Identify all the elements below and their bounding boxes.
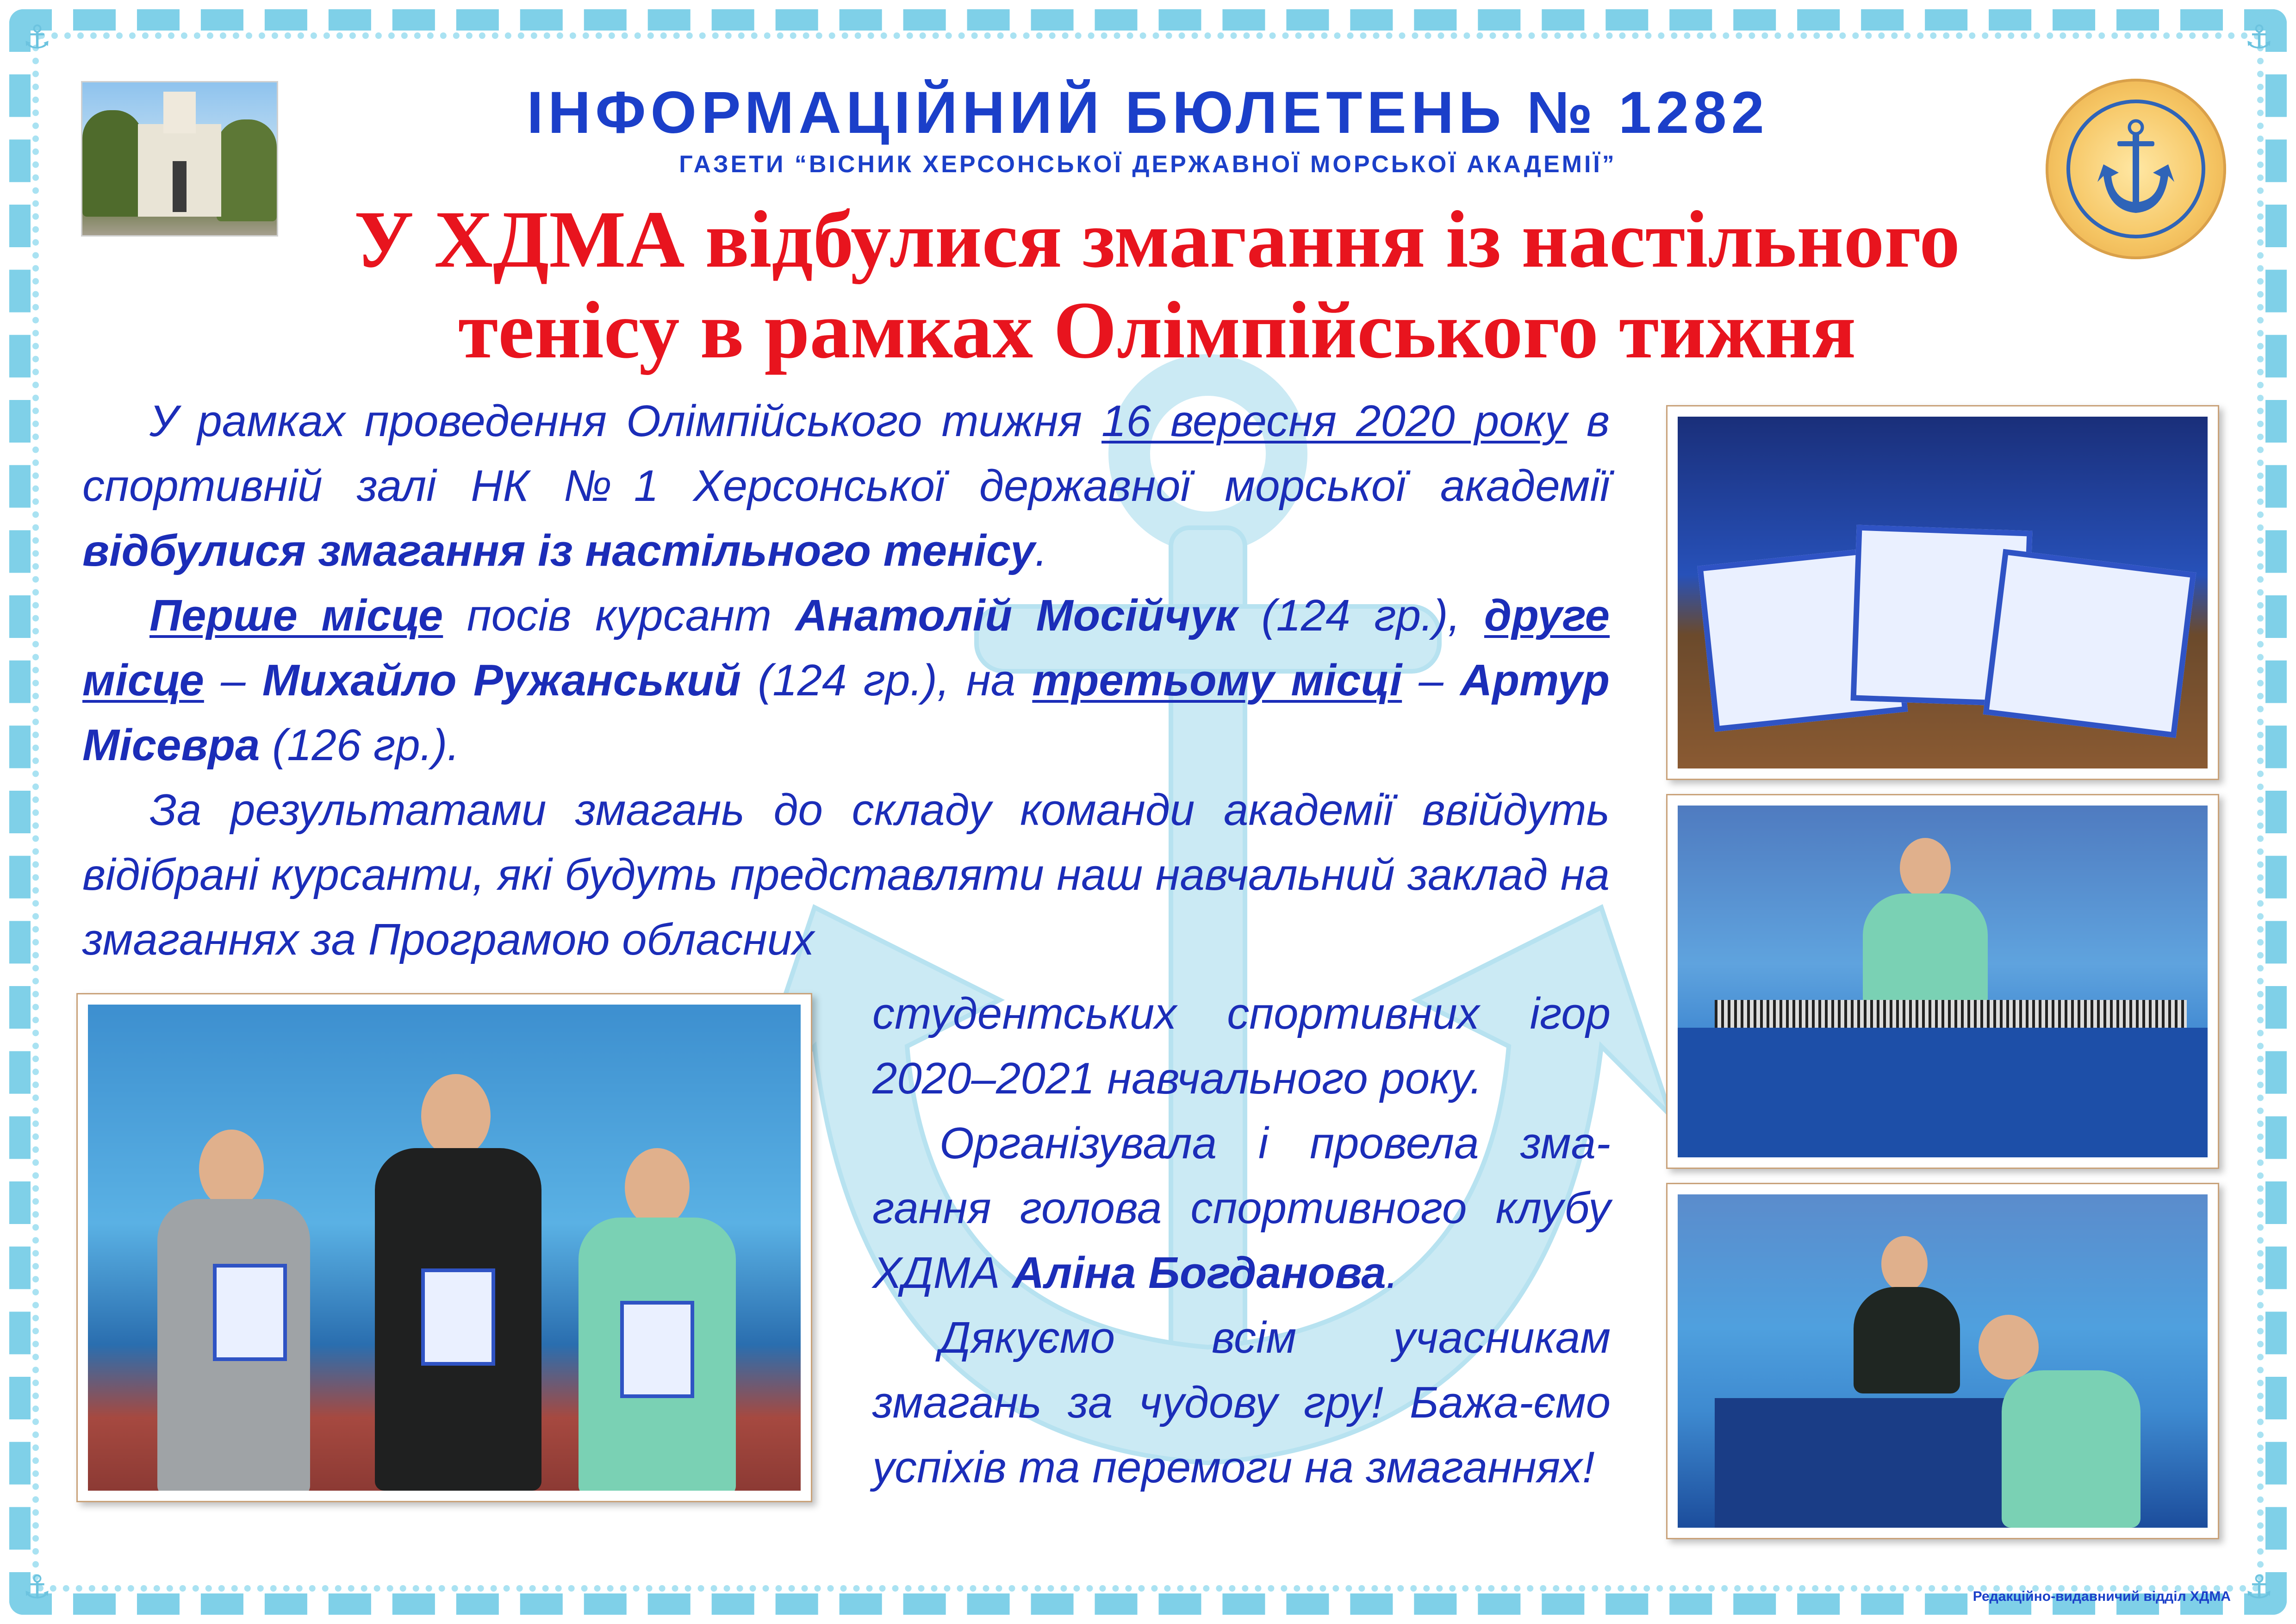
photo-image bbox=[1678, 806, 2208, 1157]
corner-anchor-icon: ⚓ bbox=[2244, 1568, 2274, 1606]
corner-anchor-icon: ⚓ bbox=[22, 18, 52, 56]
text-span: У рамках проведення Олімпійського тижня bbox=[149, 396, 1102, 446]
photo-image bbox=[1678, 417, 2208, 768]
photo-match-play bbox=[1666, 1183, 2219, 1539]
text-span: (124 гр.), bbox=[1237, 591, 1484, 640]
head-shape bbox=[625, 1148, 690, 1227]
paragraph-thanks: Дякуємо всім учасникам змагань за чудову гру! Бажа-ємо успіхів та перемоги на змаганнях! bbox=[872, 1313, 1611, 1492]
head-shape bbox=[421, 1074, 491, 1157]
diploma-shape bbox=[213, 1264, 287, 1361]
third-place-name: Артур Місевра bbox=[82, 656, 1610, 770]
text-span: – bbox=[204, 656, 262, 705]
first-place-name: Анатолій Мосійчук bbox=[795, 591, 1238, 640]
paragraph-winners bbox=[82, 583, 1610, 778]
second-place-name: Михайло Ружанський bbox=[262, 656, 741, 705]
text-span: (126 гр.). bbox=[260, 720, 460, 770]
text-span: . bbox=[1386, 1248, 1399, 1298]
text-span: посів курсант bbox=[443, 591, 796, 640]
text-span: . bbox=[1035, 526, 1047, 575]
paragraph-intro bbox=[82, 389, 1610, 583]
diploma-shape bbox=[1983, 549, 2196, 738]
event-date: 16 вересня 2020 року bbox=[1101, 396, 1567, 446]
photo-image bbox=[1678, 1194, 2208, 1528]
head-shape bbox=[199, 1130, 264, 1208]
table-shape bbox=[1678, 1028, 2208, 1157]
head-shape bbox=[1900, 838, 1951, 898]
tree-shape bbox=[82, 110, 143, 217]
third-place-label: третьому місці bbox=[1032, 656, 1402, 705]
headline bbox=[259, 194, 2055, 376]
corner-anchor-icon: ⚓ bbox=[22, 1568, 52, 1606]
second-place-label: друге місце bbox=[82, 591, 1610, 705]
emblem-anchor-icon bbox=[2097, 118, 2175, 220]
tower-shape bbox=[163, 92, 196, 133]
photo-player-serving bbox=[1666, 794, 2219, 1169]
diploma-shape bbox=[620, 1301, 694, 1398]
article-body bbox=[82, 389, 1610, 972]
article-body-continued bbox=[872, 981, 1611, 1500]
organizer-name: Аліна Богданова bbox=[1012, 1248, 1386, 1298]
bulletin-title: ІНФОРМАЦІЙНИЙ БЮЛЕТЕНЬ № 1282 bbox=[527, 80, 1769, 146]
player-shape bbox=[2002, 1370, 2140, 1528]
paragraph-team-continued: студентських спортивних ігор 2020–2021 навчального року. bbox=[872, 989, 1611, 1103]
photo-winners bbox=[76, 993, 812, 1502]
text-span: в спортивній залі НК №1 Херсонської державної морської академії bbox=[82, 396, 1610, 511]
text-span: Організувала і провела зма-гання голова спортивного клубу ХДМА bbox=[872, 1118, 1611, 1298]
head-shape bbox=[1979, 1315, 2039, 1380]
monument-shape bbox=[173, 161, 187, 212]
first-place-label: Перше місце bbox=[149, 591, 443, 640]
footer-credit: Редакційно-видавничий відділ ХДМА bbox=[1972, 1589, 2231, 1604]
text-span: – bbox=[1402, 656, 1461, 705]
text-span: (124 гр.), на bbox=[740, 656, 1033, 705]
photo-image bbox=[88, 1005, 801, 1491]
headline-line-1: У ХДМА відбулися змагання із настільного bbox=[354, 194, 1960, 285]
academy-building-photo bbox=[81, 81, 278, 237]
academy-emblem-icon bbox=[2046, 79, 2226, 259]
player-shape bbox=[1854, 1287, 1960, 1393]
paragraph-team: За результатами змагань до складу команди академії ввійдуть відібрані курсанти, які будуть представляти наш навчальний заклад на змаганнях за Програмою обласних bbox=[82, 785, 1610, 964]
corner-anchor-icon: ⚓ bbox=[2244, 18, 2274, 56]
event-name: відбулися змагання із настільного тенісу bbox=[82, 526, 1035, 575]
paragraph-organizer bbox=[872, 1111, 1611, 1305]
net-shape bbox=[1715, 1000, 2187, 1028]
player-shape bbox=[1863, 893, 1988, 1014]
head-shape bbox=[1881, 1236, 1928, 1292]
photo-diplomas bbox=[1666, 405, 2219, 780]
headline-line-2: тенісу в рамках Олімпійського тижня bbox=[458, 285, 1856, 375]
diploma-shape bbox=[421, 1268, 495, 1366]
bulletin-subtitle: ГАЗЕТИ “ВІСНИК ХЕРСОНСЬКОЇ ДЕРЖАВНОЇ МОРСЬКОЇ АКАДЕМІЇ” bbox=[679, 151, 1617, 178]
